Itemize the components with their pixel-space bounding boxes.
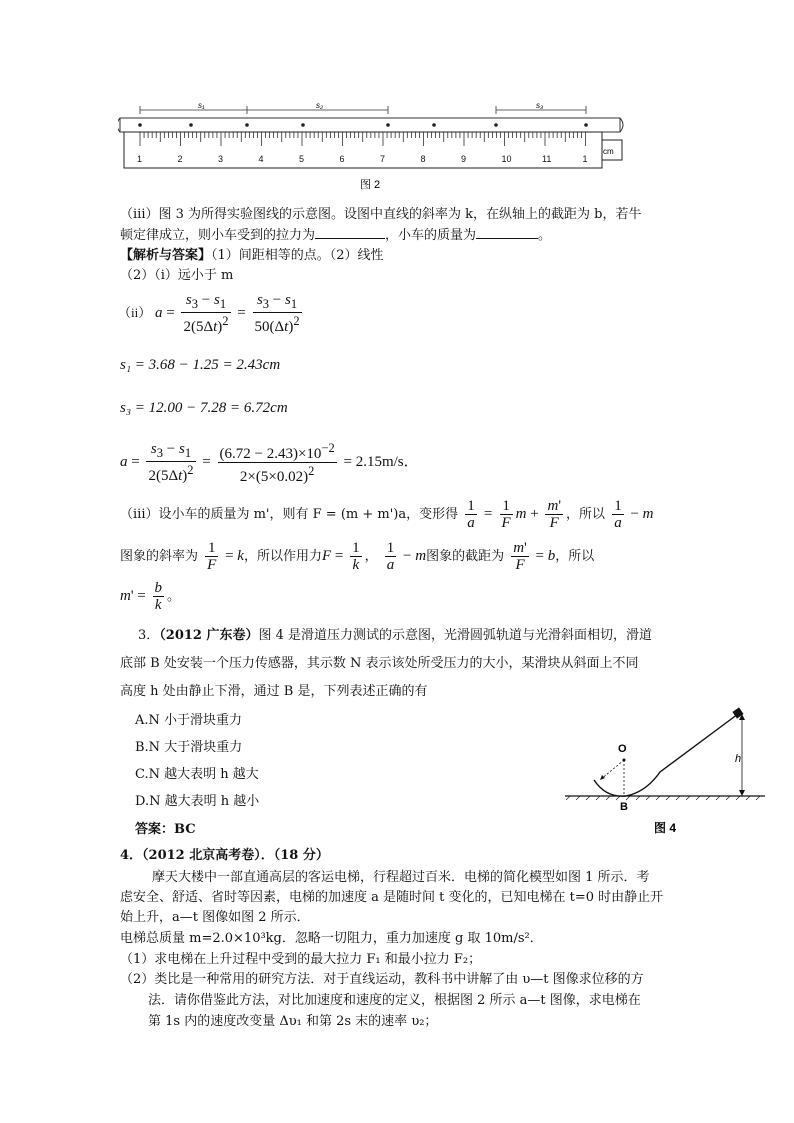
ruler-tick-label: 7	[380, 154, 386, 164]
formula-a-general: （ii） a = $\frac{s_3 - s_1}{2(5\Delta t)^2}$ = $\frac{s_3 - s_1}{50(\Delta t)^2}$	[118, 292, 300, 335]
q4-p4: 电梯总质量 m=2.0×10³kg．忽略一切阻力，重力加速度 g 取 10m/s²．	[120, 931, 543, 946]
iii-text-b: ，所以	[566, 507, 606, 522]
iii-text-d: ，所以作用力	[243, 549, 322, 564]
q3-option-d[interactable]: D.N 越大表明 h 越小	[135, 794, 260, 809]
analysis-part-i: （2）（i）远小于 m	[120, 268, 234, 283]
ruler-tick-label: 3	[218, 154, 224, 164]
ruler-tick-label: 2	[177, 154, 183, 164]
fig4-label-o: O	[618, 743, 627, 755]
ruler-tick-label: 5	[299, 154, 305, 164]
ruler-tick-label: 6	[339, 154, 345, 164]
analysis-heading	[120, 244, 384, 263]
iii-text-c: 图象的斜率为	[120, 549, 199, 564]
seg-label-s3: s₃	[536, 101, 544, 110]
ruler-tick-label: 11	[542, 154, 552, 164]
q3-option-c[interactable]: C.N 越大表明 h 越大	[135, 767, 259, 782]
s1-calc: s₁ = 3.68 − 1.25 = 2.43cm	[120, 357, 281, 373]
formula-a-result: a = $\frac{s_3 - s_1}{2(5\Delta t)^2}$ = $\frac{(6.72 - 2.43)\times 10^{-2}}{2\times(5\times 0.02)^2}$ = 2.15m/s．	[120, 441, 419, 485]
q3-option-b[interactable]: B.N 大于滑块重力	[135, 740, 243, 755]
seg-label-s2: s₂	[316, 101, 324, 110]
q-iii-text-b: ，小车的质量为	[385, 228, 477, 243]
q3-text1: 图 4 是滑道压力测试的示意图，光滑圆弧轨道与光滑斜面相切，滑道	[258, 628, 653, 643]
q-iii-text-a: 顿定律成立，则小车受到的拉力为	[120, 228, 316, 243]
ruler-figure	[118, 100, 638, 195]
ruler-tick-label: 10	[501, 154, 512, 164]
a-result-value: = 2.15m/s．	[343, 453, 419, 470]
ruler-caption: 图 2	[360, 179, 381, 191]
q4-p2: 虑安全、舒适、省时等因素，电梯的加速度 a 是随时间 t 变化的，已知电梯在 t=0 时由静止开	[120, 890, 664, 905]
ruler-unit: cm	[603, 147, 614, 156]
ruler-tick-label: 8	[420, 154, 426, 164]
fig4-caption: 图 4	[654, 821, 677, 835]
ruler-tick-label: 9	[461, 154, 467, 164]
fig4-label-h: h	[735, 753, 742, 765]
q4-p3: 始上升，a—t 图像如图 2 所示．	[120, 910, 310, 925]
q3-line3: 高度 h 处由静止下滑，通过 B 是，下列表述正确的有	[120, 684, 428, 699]
figure-4	[560, 700, 770, 840]
q-iii-text-c: 。	[538, 228, 552, 243]
q4-heading: 4．（2012 北京高考卷）．（18 分）	[120, 848, 329, 863]
q3-source: （2012 广东卷）	[159, 628, 259, 643]
q4-p7: 法．请你借鉴此方法，对比加速度和速度的定义，根据图 2 所示 a—t 图像，求电梯在	[148, 993, 641, 1008]
q3-num: 3．	[138, 628, 160, 643]
analysis-title: 【解析与答案】	[120, 248, 212, 263]
iii-text-e: ，	[364, 549, 378, 564]
iii-text-g: ，所以	[555, 549, 595, 564]
q-iii-line2	[120, 224, 551, 243]
iii-derivation-line3: m' = $\frac{b}{k}$ 。	[120, 580, 181, 613]
fig4-label-b: B	[620, 801, 628, 813]
blank-mass[interactable]	[476, 226, 538, 239]
iii-derivation-line2: 图象的斜率为 $\frac{1}{F}$ = k，所以作用力F = $\frac{1}{k}$ ， $\frac{1}{a}$ − m图象的截距为 $\frac{m'}{F}$ = b，所以	[120, 540, 595, 573]
q4-p6: （2）类比是一种常用的研究方法．对于直线运动，教科书中讲解了由 υ—t 图像求位移的方	[120, 972, 644, 987]
q4-p5: （1）求电梯在上升过程中受到的最大拉力 F₁ 和最小拉力 F₂；	[120, 952, 482, 967]
iii-text-a: （iii）设小车的质量为 m'，则有 F = (m + m')a，变形得	[120, 507, 459, 522]
q3-option-a[interactable]: A.N 小于滑块重力	[135, 713, 243, 728]
iii-text-f: 图象的截距为	[426, 549, 505, 564]
q4-p8: 第 1s 内的速度改变量 Δυ₁ 和第 2s 末的速率 υ₂；	[148, 1014, 438, 1029]
label-ii: （ii）	[118, 304, 152, 320]
blank-force[interactable]	[315, 226, 385, 239]
ruler-tick-label: 1	[137, 154, 143, 164]
q4-p1: 摩天大楼中一部直通高层的客运电梯，行程超过百米．电梯的简化模型如图 1 所示．考	[152, 870, 650, 885]
seg-label-s1: s₁	[198, 101, 205, 110]
iii-derivation-line1: （iii）设小车的质量为 m'，则有 F = (m + m')a，变形得 $\frac{1}{a}$ = $\frac{1}{F}$ m + $\frac{m'}{F}$ ，所以 $\frac{1}{a}$ − m	[120, 498, 654, 531]
s3-calc: s₃ = 12.00 − 7.28 = 6.72cm	[120, 400, 288, 416]
q3-line2: 底部 B 处安装一个压力传感器，其示数 N 表示该处所受压力的大小，某滑块从斜面上不同	[120, 656, 639, 671]
q3-answer: 答案：BC	[135, 822, 196, 837]
analysis-head-rest: （1）间距相等的点。（2）线性	[211, 248, 384, 263]
iii-text-h: 。	[167, 589, 181, 604]
ruler-tick-label: 1	[582, 154, 588, 164]
q3-line1	[138, 624, 652, 643]
ruler-tick-label: 4	[258, 154, 264, 164]
q-iii-line1: （iii）图 3 为所得实验图线的示意图。设图中直线的斜率为 k，在纵轴上的截距为 b，若牛	[120, 207, 642, 222]
